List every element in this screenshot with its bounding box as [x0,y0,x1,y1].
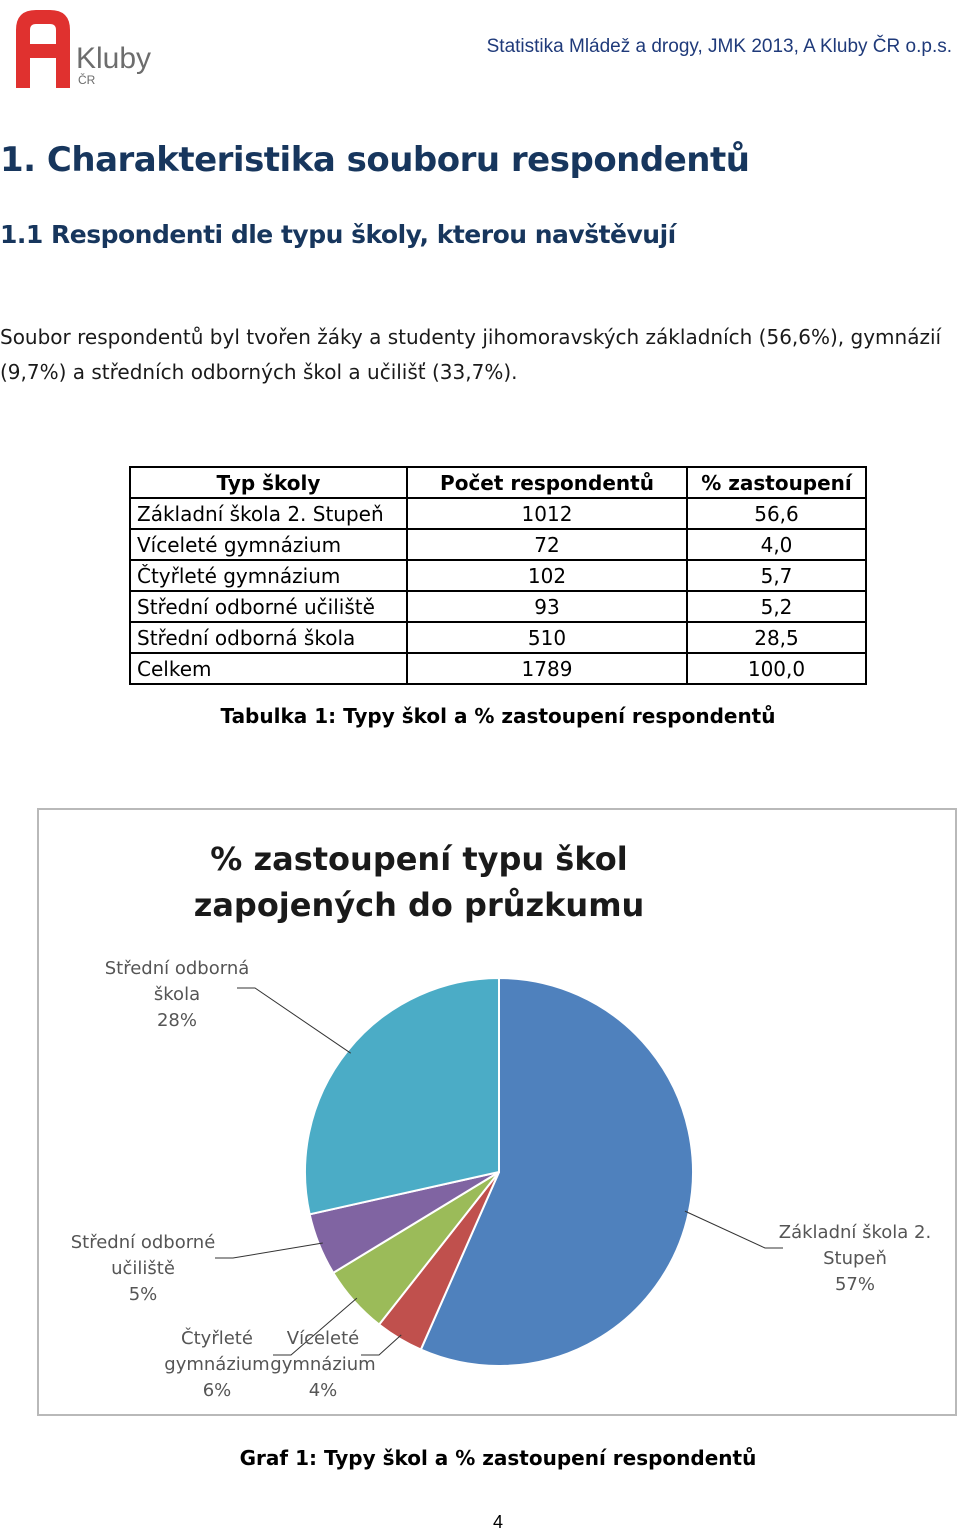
table-row-total [130,653,866,684]
cell-count: 510 [407,622,687,653]
cell-count: 72 [407,529,687,560]
cell-school-type: Víceleté gymnázium [130,529,407,560]
pie-slice-stredni-odborna-skola [305,978,499,1214]
paragraph-line-1: Soubor respondentů byl tvořen žáky a studenty jihomoravských základních (56,6%), gymnázií [0,325,942,349]
a-kluby-logo [12,8,172,92]
data-label-line: škola [153,984,201,1005]
table-caption: Tabulka 1: Typy škol a % zastoupení respondentů [220,704,776,728]
col-header-school-type: Typ školy [130,467,407,498]
cell-percent: 28,5 [687,622,866,653]
cell-school-type: Čtyřleté gymnázium [130,560,407,591]
data-label-line: Střední odborné [70,1232,216,1253]
data-label-line: Střední odborná [104,958,250,979]
pie-chart-svg [39,810,955,1414]
cell-percent: 56,6 [687,498,866,529]
pie-chart [37,808,957,1416]
cell-count: 102 [407,560,687,591]
graph-caption: Graf 1: Typy škol a % zastoupení respondentů [239,1446,757,1470]
cell-count: 93 [407,591,687,622]
table-row [130,560,866,591]
chart-title: % zastoupení typu škol zapojených do průzkumu [193,840,645,924]
subsection-title: 1.1 Respondenti dle typu školy, kterou navštěvují [0,220,676,249]
col-header-respondent-count: Počet respondentů [407,467,687,498]
data-label-line: 6% [202,1380,232,1401]
table-row [130,529,866,560]
col-header-percent: % zastoupení [687,467,866,498]
cell-percent: 5,7 [687,560,866,591]
data-label-ctyrlete-gymnazium [127,1326,307,1404]
table-row [130,591,866,622]
table-row [130,498,866,529]
data-label-line: gymnázium [270,1354,376,1375]
table-row [130,622,866,653]
data-label-stredni-odborna-skola [87,956,267,1034]
intro-paragraph [0,320,960,390]
document-header-title: Statistika Mládež a drogy, JMK 2013, A Kluby ČR o.p.s. [486,36,952,57]
page-number: 4 [492,1512,503,1532]
cell-count: 1789 [407,653,687,684]
data-label-zakladni-skola [765,1220,945,1298]
data-label-line: 28% [156,1010,197,1031]
logo-sub: ČR [78,73,96,87]
cell-school-type: Střední odborné učiliště [130,591,407,622]
table-header-row [130,467,866,498]
cell-percent: 5,2 [687,591,866,622]
cell-percent: 100,0 [687,653,866,684]
data-label-line: Základní škola 2. [778,1222,932,1243]
cell-school-type: Střední odborná škola [130,622,407,653]
data-label-line: 5% [128,1284,158,1305]
data-label-line: gymnázium [164,1354,270,1375]
data-label-stredni-odborne-uciliste [53,1230,233,1308]
data-label-line: Čtyřleté [181,1328,253,1349]
cell-percent: 4,0 [687,529,866,560]
data-label-line: učiliště [111,1258,175,1279]
data-label-line: 57% [834,1274,875,1295]
section-title: 1. Charakteristika souboru respondentů [0,140,750,180]
school-type-table [129,466,867,685]
data-label-line: Stupeň [823,1248,887,1269]
cell-count: 1012 [407,498,687,529]
logo-text: Kluby [76,42,152,75]
cell-school-type: Základní škola 2. Stupeň [130,498,407,529]
paragraph-line-2: (9,7%) a středních odborných škol a učilišť (33,7%). [0,360,518,384]
data-label-line: 4% [308,1380,338,1401]
cell-school-type: Celkem [130,653,407,684]
data-label-line: Víceleté [286,1328,360,1349]
